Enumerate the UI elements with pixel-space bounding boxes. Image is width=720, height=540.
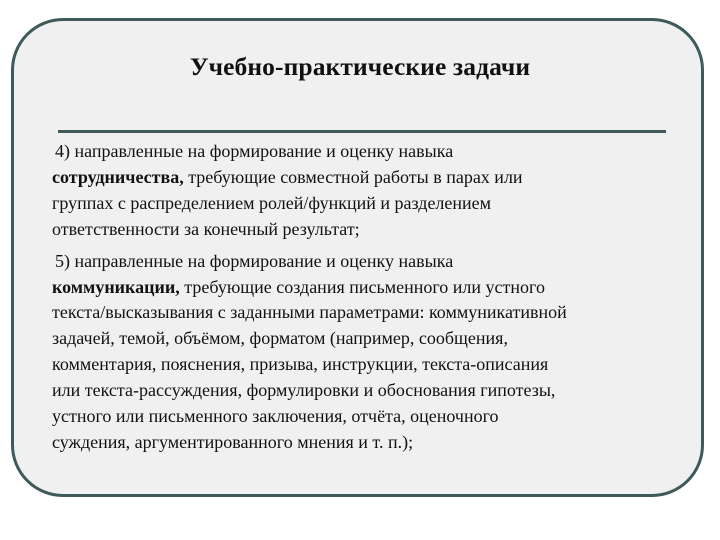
title-divider: [58, 130, 666, 133]
item-5-line-4: задачей, темой, объёмом, форматом (например, сообщения,: [52, 328, 508, 349]
list-item: [52, 139, 692, 243]
item-4-line-3: группах с распределением ролей/функций и разделением: [52, 192, 492, 213]
content-body: [52, 139, 692, 462]
item-4-line-4: ответственности за конечный результат;: [52, 218, 360, 239]
item-4-line-2: [52, 165, 692, 191]
item-5-line-5: комментария, пояснения, призыва, инструкции, текста-описания: [52, 354, 549, 375]
skill-term-communication: коммуникации,: [52, 276, 180, 297]
item-5-line-2-rest: требующие создания письменного или устного: [179, 276, 545, 297]
item-5-line-6: или текста-рассуждения, формулировки и обоснования гипотезы,: [52, 380, 556, 401]
list-item: [52, 249, 692, 456]
skill-term-cooperation: сотрудничества,: [52, 166, 184, 187]
item-5-line-8: суждения, аргументированного мнения и т. п.);: [52, 431, 414, 452]
item-5-line-1: 5) направленные на формирование и оценку навыка: [55, 250, 454, 271]
item-5-line-3: текста/высказывания с заданными параметрами: коммуникативной: [52, 302, 567, 323]
item-4-line-1: 4) направленные на формирование и оценку навыка: [55, 141, 454, 161]
slide-title: Учебно-практические задачи: [189, 52, 531, 81]
item-5-line-7: устного или письменного заключения, отчёта, оценочного: [52, 406, 499, 427]
item-5-line-2: [52, 275, 692, 301]
item-4-line-2-rest: требующие совместной работы в парах или: [183, 166, 523, 187]
